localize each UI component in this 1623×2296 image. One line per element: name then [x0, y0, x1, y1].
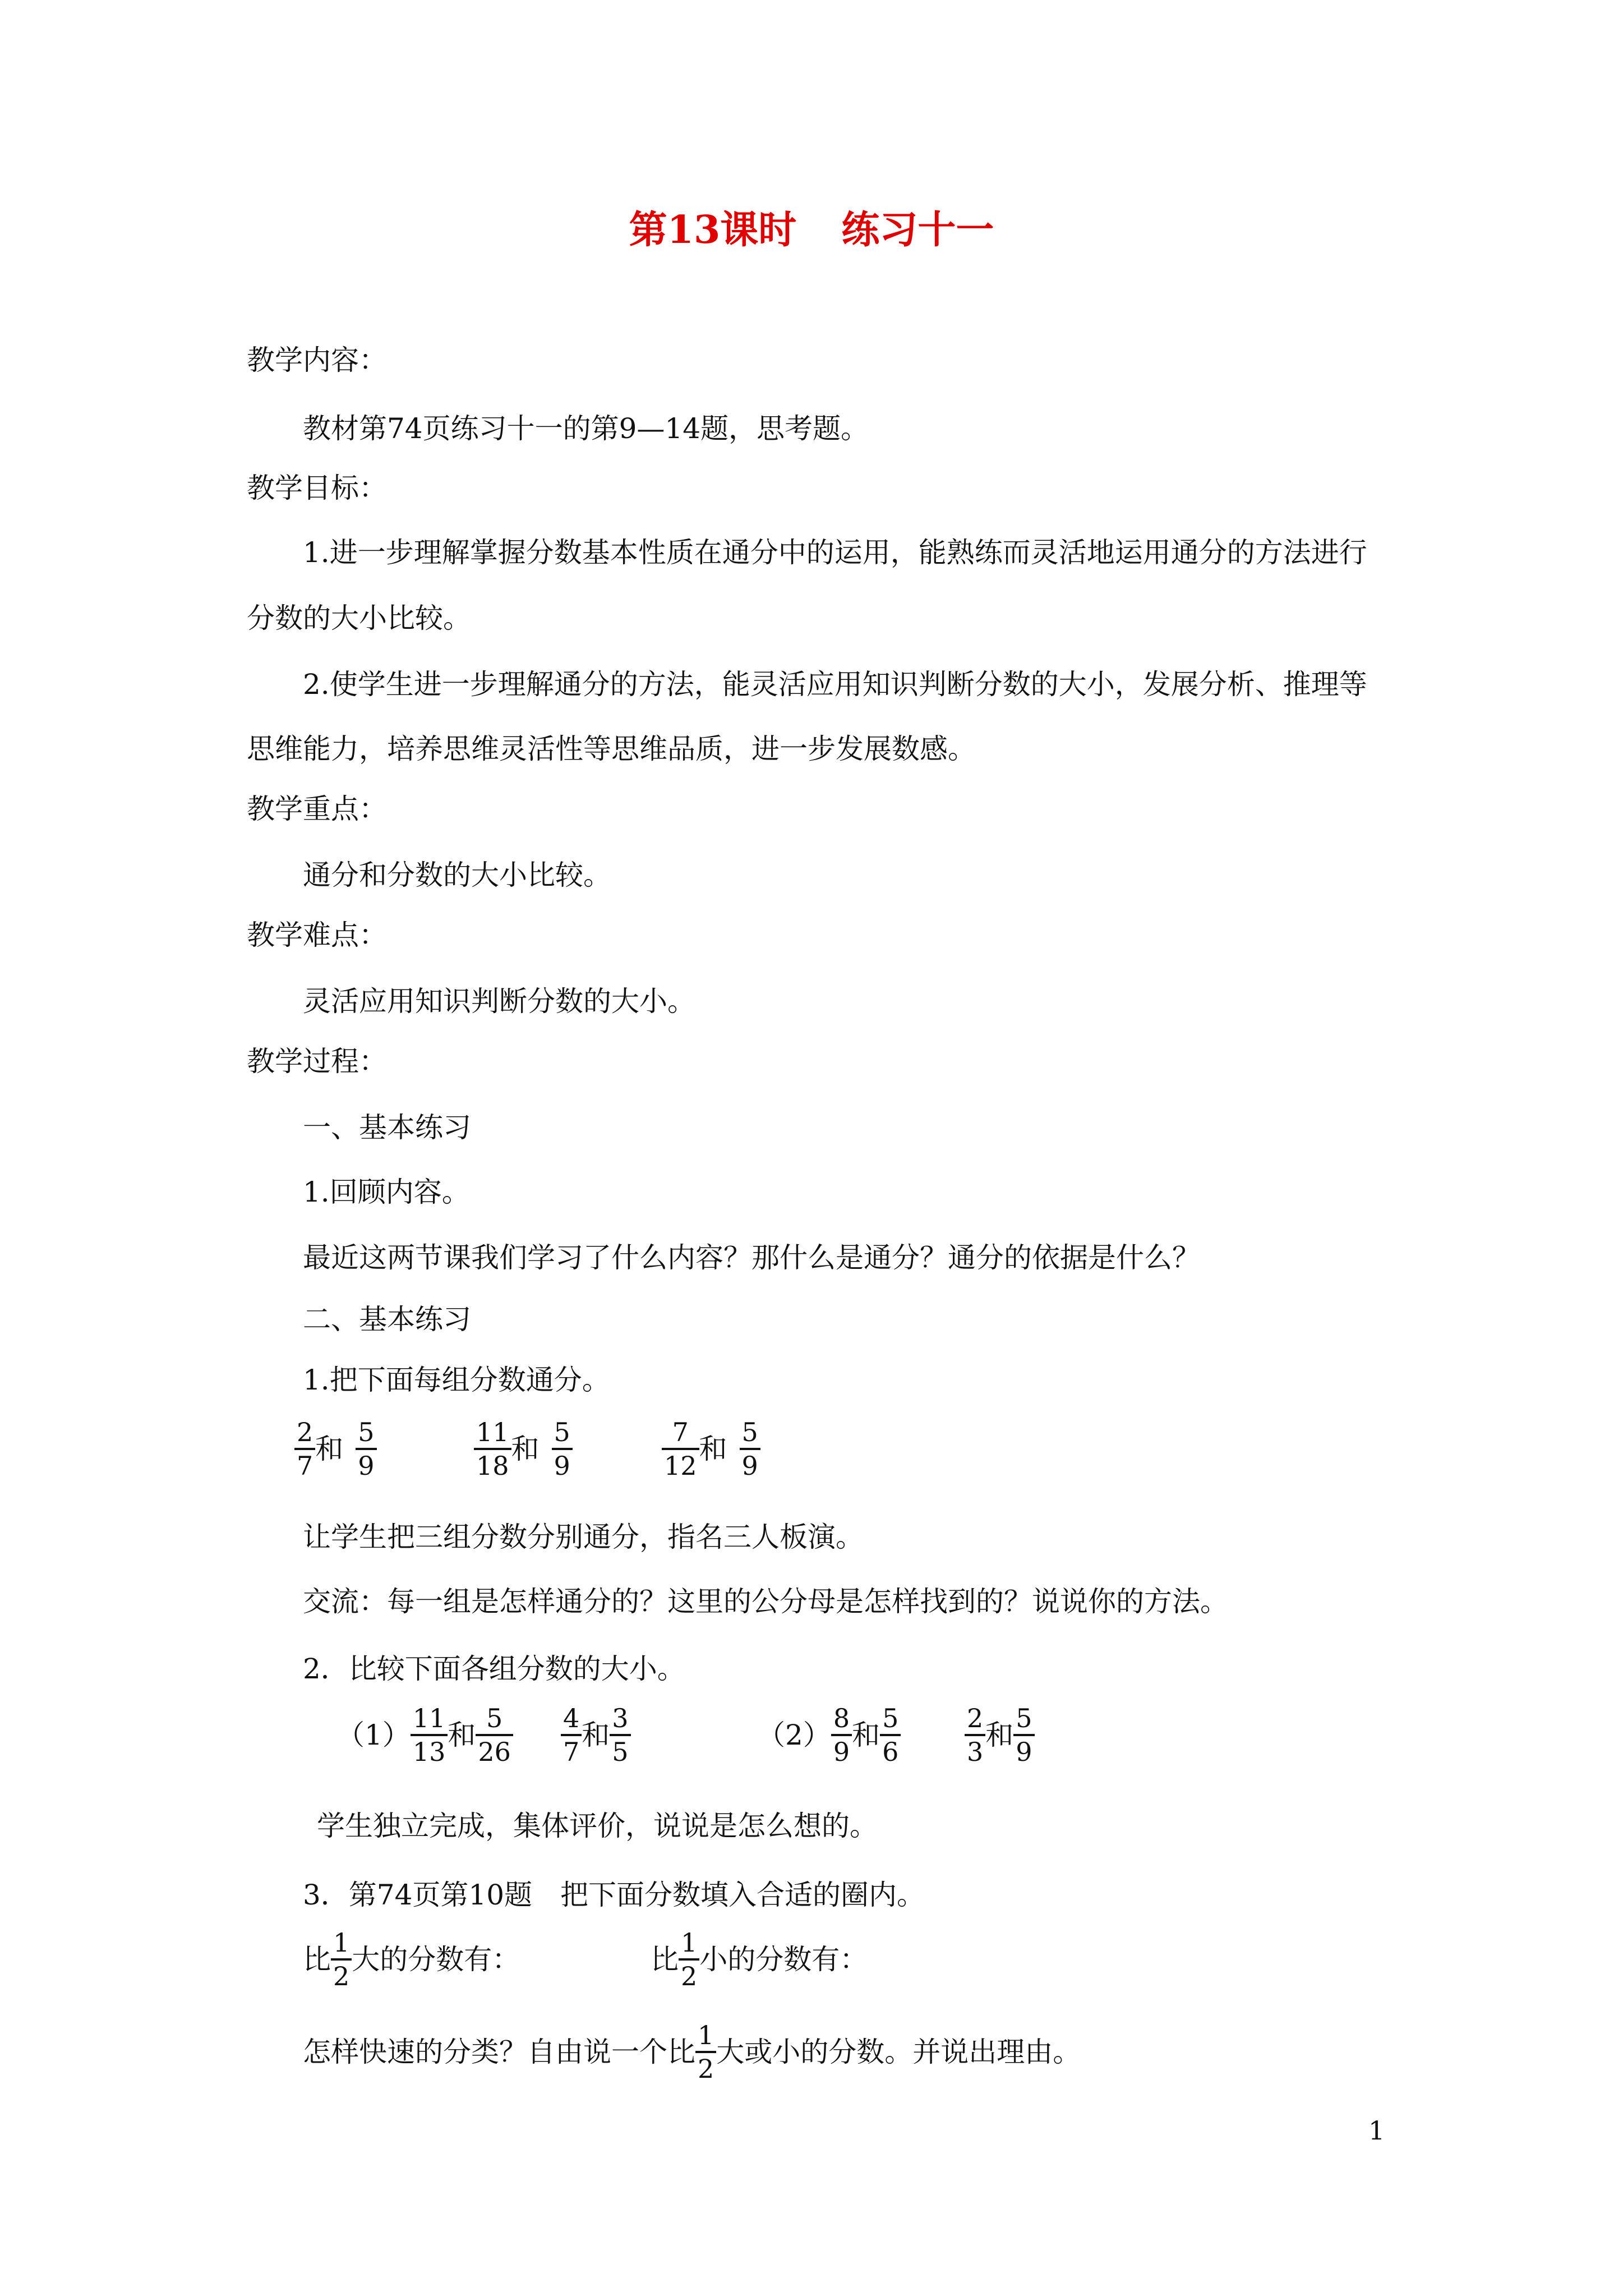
fraction-half: $\frac{1}{2}$	[679, 1927, 699, 1992]
goal-1-line-1: 1.进一步理解掌握分数基本性质在通分中的运用，能熟练而灵活地运用通分的方法进行	[303, 536, 1367, 569]
item-1-question: 最近这两节课我们学习了什么内容？那什么是通分？通分的依据是什么？	[303, 1241, 1200, 1274]
exercise-1: 1.把下面每组分数通分。	[303, 1364, 610, 1396]
word-and: 和	[315, 1433, 344, 1465]
goal-2-line-2: 思维能力，培养思维灵活性等思维品质，进一步发展数感。	[247, 733, 976, 765]
compare-group-4	[965, 1703, 1035, 1768]
page-number: 1	[1368, 2115, 1385, 2146]
fraction: $\frac{5}{26}$	[476, 1703, 513, 1768]
word-and: 和	[985, 1719, 1014, 1751]
compare-group-3	[757, 1703, 901, 1768]
goal-2-line-1: 2.使学生进一步理解通分的方法，能灵活应用知识判断分数的大小，发展分析、推理等	[303, 668, 1367, 701]
goal-heading: 教学目标：	[247, 472, 387, 504]
word-and: 和	[699, 1433, 727, 1465]
exercise-2: 2．比较下面各组分数的大小。	[303, 1653, 685, 1685]
key-heading: 教学重点：	[247, 793, 387, 825]
content-body: 教材第74页练习十一的第9—14题，思考题。	[303, 412, 869, 445]
compare-group-1	[336, 1703, 513, 1768]
less-label-text: 小的分数有：	[699, 1943, 868, 1976]
section-2-heading: 二、基本练习	[303, 1303, 471, 1336]
word-and: 和	[582, 1719, 610, 1751]
fraction: $\frac{5}{9}$	[1013, 1703, 1034, 1768]
exercise-3-question	[303, 2019, 1081, 2085]
label-2: （2）	[757, 1719, 831, 1751]
word-than: 比	[303, 1943, 331, 1976]
exercise-3: 3．第74页第10题 把下面分数填入合适的圈内。	[303, 1879, 925, 1911]
greater-than-half-label	[303, 1927, 520, 1992]
fraction-half: $\frac{1}{2}$	[331, 1927, 352, 1992]
goal-1-line-2: 分数的大小比较。	[247, 602, 471, 634]
fraction-half: $\frac{1}{2}$	[695, 2019, 716, 2085]
difficulty-heading: 教学难点：	[247, 919, 387, 951]
exercise-1-discussion: 交流：每一组是怎样通分的？这里的公分母是怎样找到的？说说你的方法。	[303, 1585, 1228, 1618]
process-heading: 教学过程：	[247, 1045, 387, 1078]
fraction: $\frac{11}{13}$	[411, 1703, 448, 1768]
difficulty-body: 灵活应用知识判断分数的大小。	[303, 985, 695, 1018]
fraction: $\frac{2}{3}$	[965, 1703, 985, 1768]
fraction: $\frac{5}{9}$	[740, 1416, 760, 1481]
fraction: $\frac{4}{7}$	[561, 1703, 582, 1768]
fraction: $\frac{5}{9}$	[356, 1416, 376, 1481]
item-1: 1.回顾内容。	[303, 1176, 470, 1208]
word-and: 和	[511, 1433, 540, 1465]
compare-group-2	[561, 1703, 631, 1768]
word-than: 比	[651, 1943, 679, 1976]
key-body: 通分和分数的大小比较。	[303, 859, 611, 891]
fraction: $\frac{11}{18}$	[474, 1416, 511, 1481]
exercise-2-note: 学生独立完成，集体评价，说说是怎么想的。	[317, 1810, 878, 1842]
page-title	[0, 208, 1623, 252]
less-than-half-label	[651, 1927, 868, 1992]
fraction-group-2	[474, 1416, 573, 1481]
question-text-end: 大或小的分数。并说出理由。	[716, 2036, 1081, 2068]
title-lesson: 第13课时	[629, 208, 797, 252]
word-and: 和	[852, 1719, 880, 1751]
fraction: $\frac{8}{9}$	[831, 1703, 852, 1768]
exercise-1-note: 让学生把三组分数分别通分，指名三人板演。	[303, 1521, 864, 1553]
section-1-heading: 一、基本练习	[303, 1111, 471, 1144]
fraction: $\frac{3}{5}$	[610, 1703, 630, 1768]
fraction: $\frac{5}{6}$	[880, 1703, 901, 1768]
greater-label-text: 大的分数有：	[352, 1943, 520, 1976]
fraction: $\frac{5}{9}$	[552, 1416, 573, 1481]
fraction-group-1	[294, 1416, 377, 1481]
fraction: $\frac{2}{7}$	[294, 1416, 315, 1481]
title-exercise: 练习十一	[841, 208, 994, 252]
word-and: 和	[448, 1719, 476, 1751]
fraction-group-3	[662, 1416, 760, 1481]
fraction: $\frac{7}{12}$	[662, 1416, 699, 1481]
content-heading: 教学内容：	[247, 344, 387, 376]
label-1: （1）	[336, 1719, 411, 1751]
question-text-start: 怎样快速的分类？自由说一个比	[303, 2036, 695, 2068]
